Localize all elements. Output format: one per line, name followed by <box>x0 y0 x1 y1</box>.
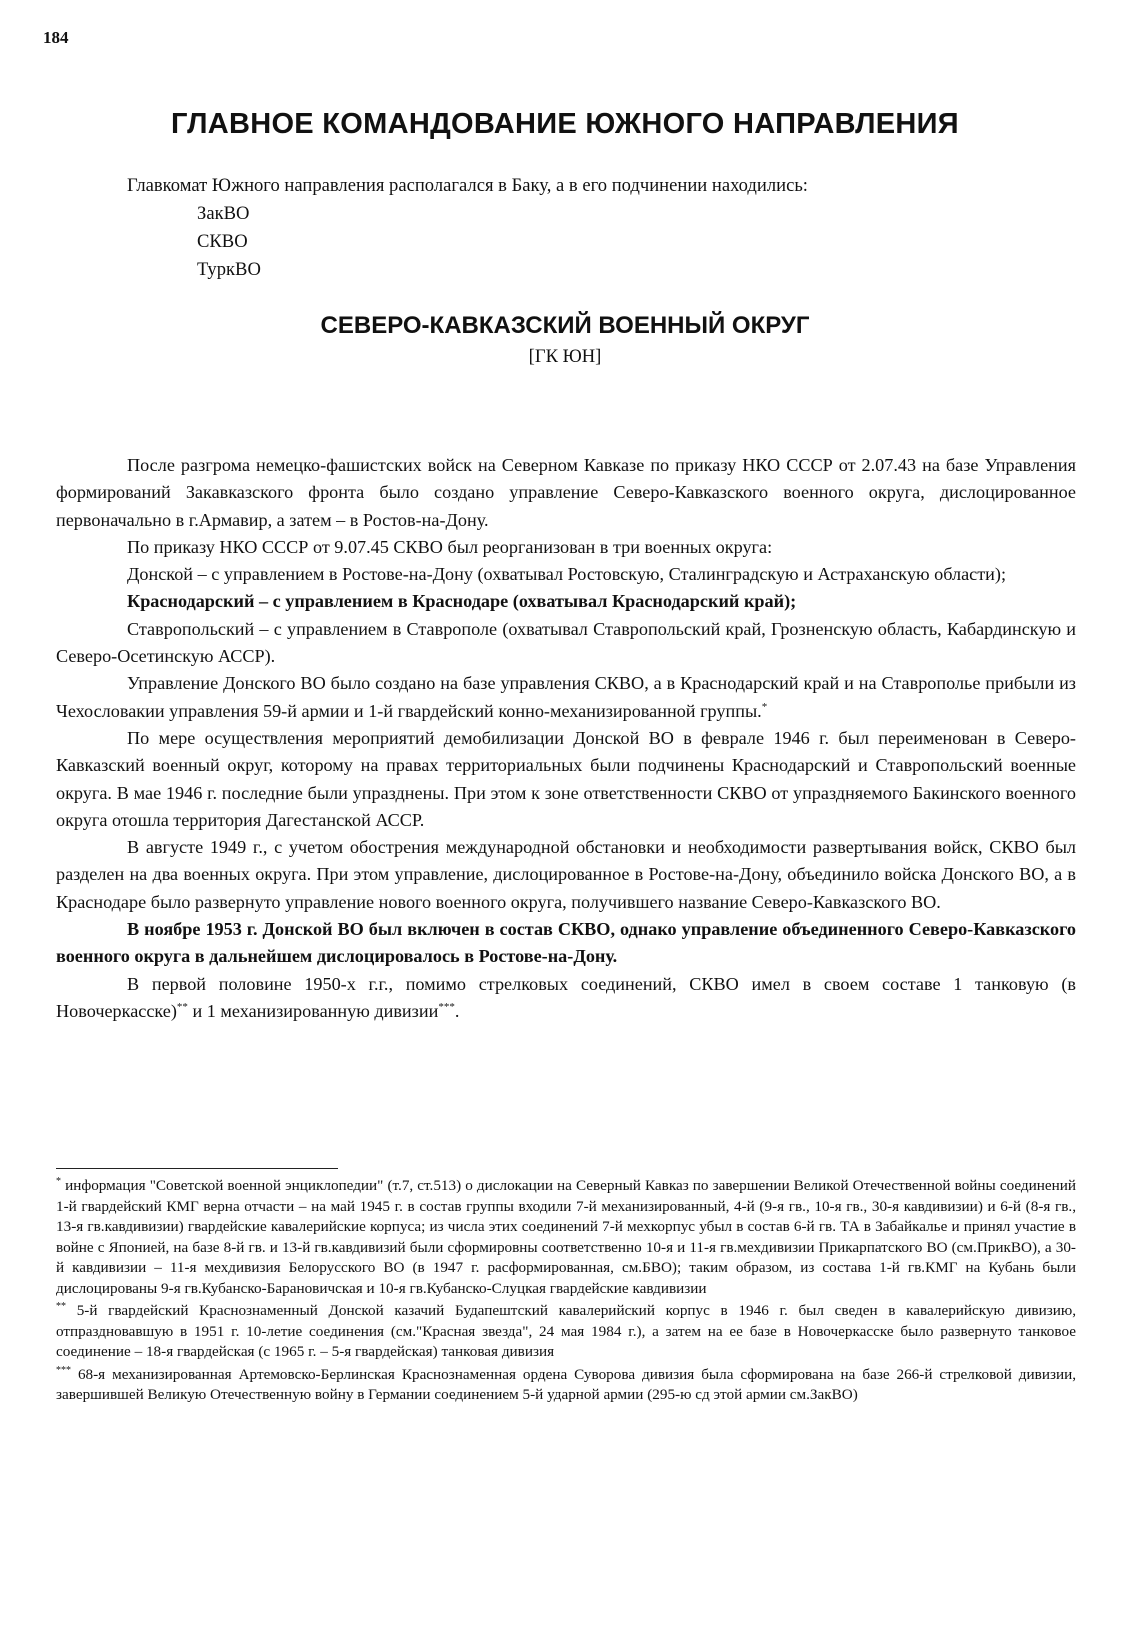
body-text <box>56 452 1076 1025</box>
intro-text: Главкомат Южного направления располагался в Баку, а в его подчинении находились: <box>127 175 808 196</box>
district-item: СКВО <box>197 231 248 252</box>
paragraph: В августе 1949 г., с учетом обострения международной обстановки и необходимости развертывания войск, СКВО был разделен на два военных округа. При этом управление, дислоцированное в Ростове-на-Дону, объединило войска Донского ВО, а в Краснодаре было развернуто управление нового военного округа, получившего название Северо-Кавказского ВО. <box>56 837 1076 912</box>
footnote <box>56 1176 1076 1299</box>
paragraph: Ставропольский – с управлением в Ставрополе (охватывал Ставропольский край, Грозненскую область, Кабардинскую и Северо-Осетинскую АССР). <box>56 618 1076 667</box>
paragraph-text: . <box>454 1000 460 1021</box>
footnote-text: информация "Советской военной энциклопедии" (т.7, ст.513) о дислокации на Северный Кавказ по завершении Великой Отечественной войны соединений 1-й гвардейский КМГ верна отчасти – на май 1945 г. в состав группы входили 7-й механизированный, 4-й (9-я гв., 10-я гв., 30-я кавдивизии) и 6-й (8-я гв., 13-я гв.кавдивизии) гвардейские кавалерийские корпуса; из числа этих соединений 7-й мехкорпус убыл в состав 6-й гв. ТА в Забайкалье и принял участие в войне с Японией, на базе 8-й гв. и 13-й гв.кавдивизий были сформировны соответственно 10-я и 11-я гв.мехдивизии Прикарпатского ВО (см.ПрикВО), а 30-й кавдивизии – 11-я мехдивизия Белорусского ВО (в 1947 г. расформированная, см.БВО); таким образом, из состава 1-й гв.КМГ на Кубань были дислоцированы 9-я гв.Кубанско-Барановичская и 10-я гв.Кубанско-Слуцкая гвардейские кавдивизии <box>56 1177 1077 1297</box>
paragraph: По приказу НКО СССР от 9.07.45 СКВО был реорганизован в три военных округа: <box>127 536 773 557</box>
footnote-divider <box>56 1168 338 1169</box>
page-title: ГЛАВНОЕ КОМАНДОВАНИЕ ЮЖНОГО НАПРАВЛЕНИЯ <box>171 108 959 140</box>
footnote-ref: * <box>761 700 768 713</box>
intro-block <box>127 172 808 284</box>
page-number: 184 <box>43 28 69 47</box>
paragraph-text: Управление Донского ВО было создано на базе управления СКВО, а в Краснодарский край и на Ставрополье прибыли из Чехословакии управления 59-й армии и 1-й гвардейский конно-механизированной группы. <box>56 673 1076 721</box>
footnote-text: 68-я механизированная Артемовско-Берлинская Краснознаменная ордена Суворова дивизия была сформирована на базе 266-й стрелковой дивизии, завершившей Великую Отечественную войну в Германии соединением 5-й ударной армии (295-ю сд этой армии см.ЗакВО) <box>56 1365 1076 1403</box>
footnote-mark: *** <box>56 1364 71 1376</box>
paragraph-text: и 1 механизированную дивизии <box>187 1000 439 1021</box>
paragraph: Краснодарский – с управлением в Краснодаре (охватывал Краснодарский край); <box>127 591 797 612</box>
footnote <box>56 1365 1076 1406</box>
district-item: ЗакВО <box>197 203 250 224</box>
district-list <box>127 200 808 284</box>
district-item: ТуркВО <box>197 259 261 280</box>
paragraph-text: В первой половине 1950-х г.г., помимо стрелковых соединений, СКВО имел в своем составе 1 танковую (в Новочеркасске) <box>56 973 1076 1021</box>
paragraph: В ноябре 1953 г. Донской ВО был включен в состав СКВО, однако управление объединенного Северо-Кавказского военного округа в дальнейшем дислоцировалось в Ростове-на-Дону. <box>56 919 1076 967</box>
section-subtitle: [ГК ЮН] <box>528 346 602 367</box>
footnote-ref: *** <box>438 1000 455 1013</box>
footnote-ref: ** <box>176 1000 188 1013</box>
footnote <box>56 1301 1076 1363</box>
paragraph: После разгрома немецко-фашистских войск на Северном Кавказе по приказу НКО СССР от 2.07.43 на базе Управления формирований Закавказского фронта было создано управление Северо-Кавказского военного округа, дислоцированное первоначально в г.Армавир, а затем – в Ростов-на-Дону. <box>56 455 1076 530</box>
paragraph-with-note <box>56 670 1076 725</box>
footnotes <box>56 1176 1076 1408</box>
section-title: СЕВЕРО-КАВКАЗСКИЙ ВОЕННЫЙ ОКРУГ <box>320 312 810 339</box>
paragraph-with-notes <box>56 971 1076 1026</box>
paragraph: Донской – с управлением в Ростове-на-Дону (охватывал Ростовскую, Сталинградскую и Астраханскую области); <box>127 564 1007 585</box>
footnote-mark: * <box>56 1175 61 1187</box>
paragraph: По мере осуществления мероприятий демобилизации Донской ВО в феврале 1946 г. был переименован в Северо-Кавказский военный округ, которому на правах территориальных были подчинены Краснодарский и Ставропольский военные округа. В мае 1946 г. последние были упразднены. При этом к зоне ответственности СКВО от упраздняемого Бакинского военного округа отошла территория Дагестанской АССР. <box>56 727 1076 830</box>
footnote-text: 5-й гвардейский Краснознаменный Донской казачий Будапештский кавалерийский корпус в 1946 г. был сведен в кавалерийскую дивизию, отпраздновавшую в 1951 г. 10-летие соединения (см."Красная звезда", 24 мая 1984 г.), а затем на ее базе в Новочеркасске было развернуто танковое соединение – 18-я гвардейская (с 1965 г. – 5-я гвардейская) танковая дивизия <box>56 1302 1076 1360</box>
footnote-mark: ** <box>56 1300 66 1312</box>
